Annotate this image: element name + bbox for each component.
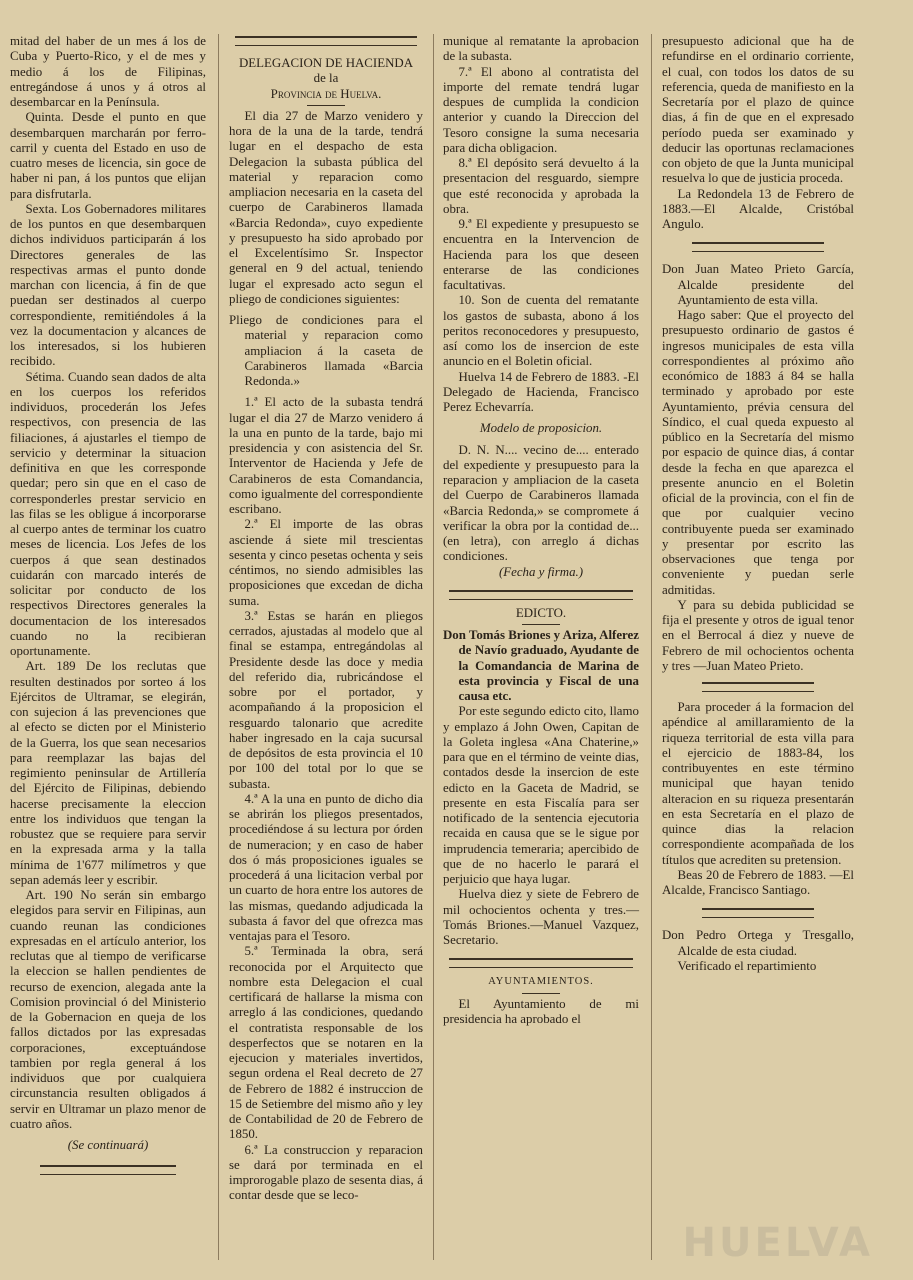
column-3 — [443, 34, 639, 1027]
paragraph: Y para su debida publicidad se fija el presente y otros de igual tenor en el Berrocal á diez y nueve de Febrero de mil ochocientos ochenta y tres —Juan Mateo Prieto. — [662, 597, 854, 673]
ornament-rule — [702, 908, 814, 918]
clause: 2.ª El importe de las obras asciende á siete mil trescientas sesenta y cinco pesetas ochenta y seis céntimos, no siendo admisibles las proposiciones que excedan de dicha suma. — [229, 517, 424, 608]
watermark-logo: HUELVA — [682, 1220, 873, 1266]
column-rule — [218, 34, 219, 1260]
paragraph: Sexta. Los Gobernadores militares de los puntos en que desembarquen dichos individuos participarán á los Directores generales de las respectivas armas el punto donde marchan con licencia, á fin de que puedan ser destinados al cuerpo correspondiente, remitiéndoles á la vez la documentacion y alcances de los interesados, si los hubieren recibido. — [10, 201, 206, 369]
clause: munique al rematante la aprobacion de la subasta. — [443, 34, 639, 64]
paragraph: El dia 27 de Marzo venidero y hora de la una de la tarde, tendrá lugar en el despacho de esta Delegacion la subasta pública del material y reparacion como ampliacion necesaria en la caseta del cuerpo de Carabineros llamada «Barcia Redonda», cuyo expediente y presupuesto ha sido aprobado por el Excelentísimo Sr. Inspector general en 9 del actual, teniendo lugar el expresado acto segun el pliego de condiciones siguientes: — [229, 108, 423, 306]
ornament-rule — [449, 590, 633, 600]
column-1 — [10, 34, 206, 1181]
column-rule — [433, 34, 434, 1260]
signature: La Redondela 13 de Febrero de 1883.—El Alcalde, Cristóbal Angulo. — [662, 186, 854, 231]
paragraph: Pliego de condiciones para el material y reparacion como ampliacion á la caseta de Carabineros llamada «Barcia Redonda.» — [229, 313, 423, 388]
paragraph: presupuesto adicional que ha de refundirse en el ordinario corriente, el cual, con todos los datos de su referencia, queda de manifiesto en la Secretaría por el plazo de quince dias, á fin de que en el expresado período pueda ser examinado y deducir las oportunas reclamaciones con objeto de que la Junta municipal resuelva lo que de justicia proceda. — [662, 34, 854, 186]
clause: 4.ª A la una en punto de dicho dia se abrirán los pliegos presentados, procediéndose á su lectura por órden de numeracion; y en caso de haber dos ó más proposiciones iguales se procederá á una licitacion verbal por un cuarto de hora entre los autores de las mismas, quedando adjudicada la subasta á favor del que ofrezca mas ventajas para el Tesoro. — [229, 791, 423, 943]
clause: 7.ª El abono al contratista del importe del remate tendrá lugar despues de cumplida la condicion anterior y cuando la Direccion del Tesoro consigne la suma necesaria para dicha obligacion. — [443, 64, 639, 155]
paragraph: Verificado el repartimiento — [677, 958, 817, 973]
clause: 8.ª El depósito será devuelto á la presentacion del resguardo, siempre que esté reconocida y aprobada la obra. — [443, 156, 639, 216]
separator — [307, 105, 345, 106]
paragraph: Art. 190 No serán sin embargo elegidos para servir en Filipinas, aun cuando reunan las condiciones expresadas en el artículo anterior, los reclutas que al tiempo de verificarse la eleccion se hallen pendientes de recurso de exencion, alegada ante la Comision provincial ó del Ministerio de la Gobernacion en queja de los fallos dictados por las expresadas corporaciones, exceptuándose tambien por regla general á los individuos que por cualquiera circunstancia resulten obligados á servir en Ultramar un plazo menor de cuatro años. — [10, 888, 206, 1131]
signature: Huelva diez y siete de Febrero de mil ochocientos ochenta y tres.—Tomás Briones.—Manuel Vazquez, Secretario. — [443, 887, 639, 947]
column-4 — [662, 34, 854, 974]
clause: 6.ª La construccion y reparacion se dará por terminada en el improrogable plazo de sesenta dias, á contar desde que se leco- — [229, 1142, 423, 1203]
clause: 9.ª El expediente y presupuesto se encuentra en la Intervencion de Hacienda para los que deseen enterarse de las condiciones facultativas. — [443, 217, 639, 292]
paragraph: Para proceder á la formacion del apéndice al amillaramiento de la riqueza territorial de esta villa para el ejercicio de 1883-84, los contribuyentes en este término municipal que hayan tenido alteracion en su riqueza presentarán en esta Secretaría en el plazo de quince dias la relacion correspondiente acompañada de los títulos que acrediten su pretension. — [662, 700, 854, 867]
clause: 1.ª El acto de la subasta tendrá lugar el dia 27 de Marzo venidero á la una en punto de la tarde, bajo mi presidencia y con asistencia del Sr. Interventor de Hacienda y Jefe de Carabineros de esta Comandancia, como igualmente del correspondiente escribano. — [229, 395, 423, 516]
section-subheading: de la — [313, 71, 339, 86]
ornament-rule — [702, 682, 814, 692]
paragraph: Don Juan Mateo Prieto García, Alcalde presidente del Ayuntamiento de esta villa. — [662, 262, 854, 307]
signature: Beas 20 de Febrero de 1883. —El Alcalde, Francisco Santiago. — [662, 867, 854, 897]
column-2 — [229, 34, 423, 1204]
paragraph: Don Pedro Ortega y Tresgallo, Alcalde de esta ciudad. — [662, 928, 854, 958]
section-subheading: Provincia de Huelva. — [270, 86, 382, 101]
section-heading: EDICTO. — [515, 605, 567, 620]
paragraph: Por este segundo edicto cito, llamo y emplazo á John Owen, Capitan de la Goleta inglesa «Ana Chaterine,» para que en el término de veinte dias, contados desde la insercion de este edicto en la Gaceta de Madrid, se presente en esta Fiscalía para ser notificado de la sentencia ejecutoria recaida en causa que se le sigue por imprudencia temeraria; apercibido de que de no hacerlo le parará el perjuicio que haya lugar. — [443, 704, 639, 886]
paragraph: El Ayuntamiento de mi presidencia ha aprobado el — [443, 996, 639, 1026]
ornament-rule — [692, 242, 824, 252]
section-heading: AYUNTAMIENTOS. — [488, 976, 594, 988]
column-rule — [651, 34, 652, 1260]
clause: 10. Son de cuenta del rematante los gastos de subasta, abono á los peritos reconocedores y presupuesto, así como los de insercion de este anuncio en el Boletin oficial. — [443, 293, 639, 369]
paragraph: D. N. N.... vecino de.... enterado del expediente y presupuesto para la reparacion y ampliacion de la caseta del Cuerpo de Carabineros llamada «Barcia Redonda,» se compromete á verificar la obra por la contidad de... (en letra), con arreglo á dichas condiciones. — [443, 442, 639, 564]
paragraph: Don Tomás Briones y Ariza, Alferez de Navío graduado, Ayudante de la Comandancia de Marina de esta provincia y Fiscal de una causa etc. — [443, 628, 639, 703]
paragraph: Sétima. Cuando sean dados de alta en los cuerpos los referidos individuos, procederán los Jefes respectivos, con presencia de las filiaciones, á ajustarles el tiempo de servicio y determinar la situacion definitiva en que les corresponde quedar; pero sin que en el caso de corresponderles prestar servicio en las filas se les obligue á incorporarse al cuerpo antes de terminar los cuatro meses de licencia. Los Jefes de los cuerpos á que sean destinados cuidarán con marcado interés de solicitar por conducto de los respectivos Directores generales la documentacion de los interesados cuando no la recibieran oportunamente. — [10, 369, 206, 658]
continuation-note: (Se continuará) — [67, 1138, 149, 1152]
signature: Huelva 14 de Febrero de 1883. -El Delegado de Hacienda, Francisco Perez Echevarría. — [443, 369, 639, 414]
paragraph: Quinta. Desde el punto en que desembarquen marcharán por ferro-carril y cuenta del Estado en uso de cuatro meses de licencia, sin goce de haber ni pan, á los puntos que elijan para disfrutarla. — [10, 110, 206, 201]
ornament-rule — [449, 958, 633, 968]
clause: 3.ª Estas se harán en pliegos cerrados, ajustadas al modelo que al final se estampa, entregándolas al Presidente desde las doce y media del referido dia, rubricándose el sobre por el portador, y acompañando á la proposicion el resguardo talonario que acredite haber ingresado en la caja sucursal de depósitos de esta provincia el 10 por 100 del total por lo que se subasta. — [229, 608, 423, 791]
paragraph: Hago saber: Que el proyecto del presupuesto ordinario de gastos é ingresos municipales de esta villa correspondientes al próximo año económico de 1883 á 84 se halla terminado y aprobado por este Ayuntamiento, prévia censura del Síndico, el cual queda expuesto al público en la Secretaría del mismo por espacio de quince dias, á contar desde la fecha en que aparezca el presente anuncio en el Boletin oficial de la provincia, con el fin de que por cualquier vecino contribuyente pueda ser examinado y presentar por escrito las observaciones que tenga por conveniente y puedan serle admitidas. — [662, 308, 854, 597]
section-heading: Modelo de proposicion. — [479, 421, 603, 436]
section-heading: DELEGACION DE HACIENDA — [239, 56, 413, 70]
ornament-rule — [40, 1165, 176, 1175]
signature: (Fecha y firma.) — [498, 564, 584, 579]
separator — [522, 993, 560, 994]
separator — [522, 624, 560, 625]
clause: 5.ª Terminada la obra, será reconocida por el Arquitecto que nombre esta Delegacion el cual certificará de hallarse la misma con arreglo á las condiciones, quedando el contratista responsable de los desperfectos que se notaren en la ejecucion y materiales invertidos, segun ordena el Real decreto de 27 de Febrero de 1882 é instruccion de 15 de Setiembre del mismo año y ley de Contabilidad de 20 de Febrero de 1850. — [229, 944, 423, 1142]
paragraph: mitad del haber de un mes á los de Cuba y Puerto-Rico, y el de mes y medio á los de Filipinas, entregándose á unos y á otros al desembarcar en la Península. — [10, 34, 206, 109]
ornament-rule — [235, 36, 417, 46]
paragraph: Art. 189 De los reclutas que resulten destinados por sorteo á los Ejércitos de Ultramar, se elegirán, con sujecion á las prevenciones que al efecto se dicten por el Ministerio de la Guerra, los que sean necesarios para reemplazar las bajas del regimiento peninsular de Artillería del Ejército de Filipinas, debiendo hacerse precisamente la eleccion entre los individuos que tengan la robustez que se requiere para servir en la expresada arma y la talla mínima de 1'677 milímetros y que sepan además leer y escribir. — [10, 659, 206, 887]
